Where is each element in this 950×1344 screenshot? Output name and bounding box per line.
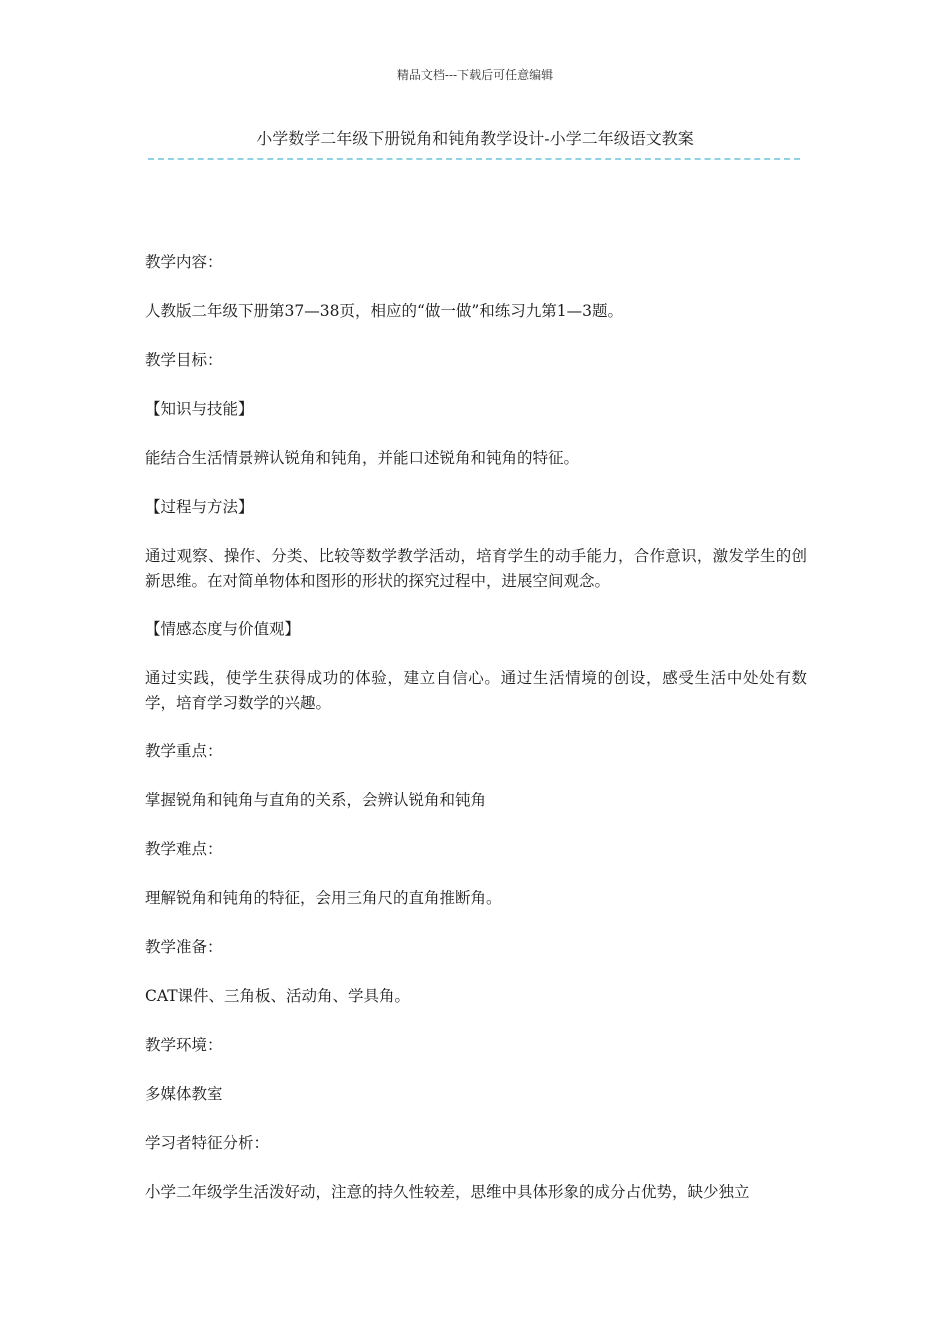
document-body bbox=[145, 250, 807, 1229]
subheading-knowledge-skills: 【知识与技能】 bbox=[145, 400, 254, 418]
paragraph-environment: 多媒体教室 bbox=[145, 1085, 223, 1103]
subheading-process-methods: 【过程与方法】 bbox=[145, 498, 254, 516]
paragraph-difficult-points: 理解锐角和钝角的特征，会用三角尺的直角推断角。 bbox=[145, 889, 502, 907]
header-note: 精品文档---下载后可任意编辑 bbox=[396, 68, 554, 82]
paragraph-knowledge-skills: 能结合生活情景辨认锐角和钝角，并能口述锐角和钝角的特征。 bbox=[145, 449, 580, 467]
heading-key-points: 教学重点： bbox=[145, 742, 223, 760]
title-divider bbox=[148, 158, 800, 160]
paragraph-learner-analysis: 小学二年级学生活泼好动，注意的持久性较差，思维中具体形象的成分占优势，缺少独立 bbox=[145, 1183, 750, 1201]
document-title: 小学数学二年级下册锐角和钝角教学设计-小学二年级语文教案 bbox=[256, 129, 694, 148]
heading-environment: 教学环境： bbox=[145, 1036, 223, 1054]
paragraph-key-points: 掌握锐角和钝角与直角的关系，会辨认锐角和钝角 bbox=[145, 791, 487, 809]
subheading-attitude-values: 【情感态度与价值观】 bbox=[145, 620, 301, 638]
heading-teaching-content: 教学内容： bbox=[145, 253, 223, 271]
heading-difficult-points: 教学难点： bbox=[145, 840, 223, 858]
paragraph-preparation: CAT课件、三角板、活动角、学具角。 bbox=[145, 987, 411, 1005]
paragraph-attitude-values: 通过实践，使学生获得成功的体验，建立自信心。通过生活情境的创设，感受生活中处处有数学，培育学习数学的兴趣。 bbox=[145, 669, 807, 712]
heading-teaching-goals: 教学目标： bbox=[145, 351, 223, 369]
paragraph-process-methods: 通过观察、操作、分类、比较等数学教学活动，培育学生的动手能力，合作意识，激发学生的创新思维。在对简单物体和图形的形状的探究过程中，进展空间观念。 bbox=[145, 547, 807, 590]
heading-learner-analysis: 学习者特征分析： bbox=[145, 1134, 270, 1152]
heading-preparation: 教学准备： bbox=[145, 938, 223, 956]
paragraph-teaching-content: 人教版二年级下册第37—38页，相应的“做一做”和练习九第1—3题。 bbox=[145, 302, 624, 320]
